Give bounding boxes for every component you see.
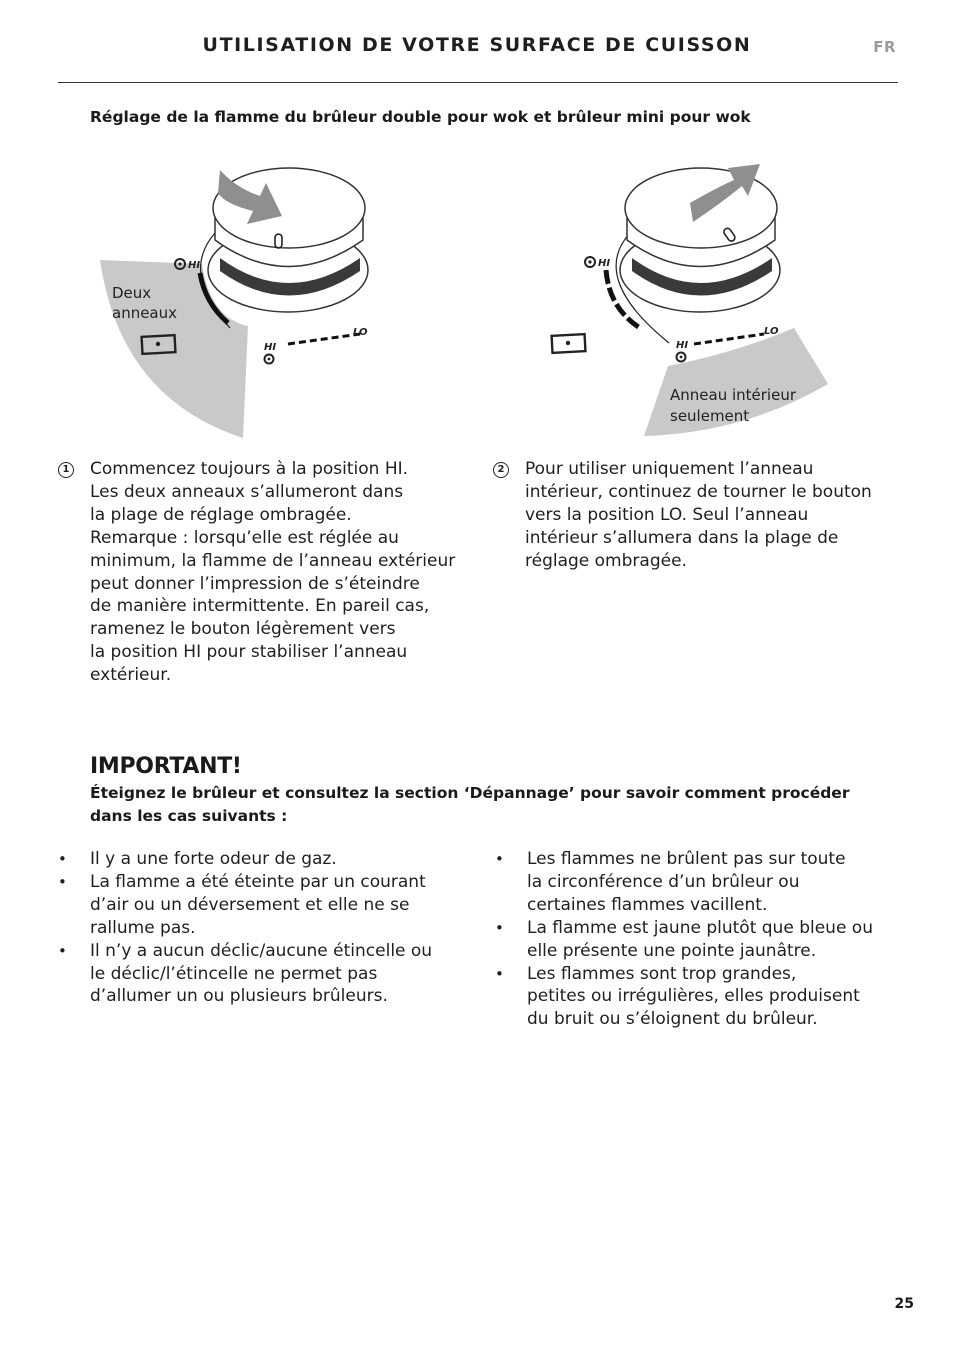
page-header-title: UTILISATION DE VOTRE SURFACE DE CUISSON	[202, 34, 752, 56]
step-2-text	[525, 458, 872, 573]
text-line: Pour utiliser uniquement l’anneau	[525, 459, 814, 479]
shade-label-line-1: Anneau intérieur	[670, 386, 796, 404]
text-line: Il n’y a aucun déclic/aucune étincelle ou	[90, 940, 433, 961]
text-line: Les flammes sont trop grandes,	[527, 963, 797, 984]
text-line: rallume pas.	[90, 917, 196, 938]
shade-label-line-2: anneaux	[112, 304, 178, 322]
list-item	[495, 963, 915, 1032]
text-line: minimum, la flamme de l’anneau extérieur	[90, 550, 456, 571]
hi-label-bottom: HI	[264, 342, 277, 353]
dial-dashes	[288, 334, 360, 344]
text-line: Il y a une forte odeur de gaz.	[90, 849, 337, 869]
important-subtitle	[90, 782, 849, 827]
text-line: réglage ombragée.	[525, 550, 687, 571]
bullet-icon: •	[58, 941, 67, 960]
step-number-badge: 2	[493, 462, 509, 478]
two-ring-symbol-dot-top	[588, 260, 591, 263]
bullet-icon: •	[495, 964, 504, 983]
text-line: peut donner l’impression de s’éteindre	[90, 573, 420, 594]
text-line: d’air ou un déversement et elle ne se	[90, 894, 410, 915]
text-line: dans les cas suivants :	[90, 806, 288, 825]
list-item	[495, 917, 915, 963]
two-ring-symbol-dot-top	[178, 262, 181, 265]
text-line: Les flammes ne brûlent pas sur toute	[527, 849, 846, 869]
text-line: du bruit ou s’éloignent du brûleur.	[527, 1009, 818, 1030]
text-line: la plage de réglage ombragée.	[90, 504, 352, 525]
figure-right-knob	[494, 148, 934, 448]
text-line: certaines flammes vacillent.	[527, 894, 768, 915]
bullet-icon: •	[58, 850, 67, 868]
list-item	[495, 848, 915, 917]
list-item	[58, 848, 478, 871]
hi-label-top: HI	[598, 258, 611, 269]
shade-label-line-1: Deux	[112, 284, 152, 302]
text-line: Commencez toujours à la position HI.	[90, 459, 409, 479]
text-line: vers la position LO. Seul l’anneau	[525, 504, 809, 525]
text-line: ramenez le bouton légèrement vers	[90, 619, 396, 640]
knob-diagram-left	[60, 148, 500, 448]
list-item	[58, 940, 478, 1009]
text-line: le déclic/l’étincelle ne permet pas	[90, 963, 378, 984]
text-line: Remarque : lorsqu’elle est réglée au	[90, 527, 399, 548]
text-line: elle présente une pointe jaunâtre.	[527, 940, 817, 961]
step-number-badge: 1	[58, 462, 74, 478]
section-heading: Réglage de la flamme du brûleur double pour wok et brûleur mini pour wok	[90, 108, 751, 126]
text-line: la circonférence d’un brûleur ou	[527, 871, 800, 892]
text-line: Les deux anneaux s’allumeront dans	[90, 481, 404, 502]
language-tag: FR	[873, 38, 896, 56]
lo-label: LO	[764, 326, 779, 337]
knob-diagram-right	[494, 148, 934, 448]
text-line: Éteignez le brûleur et consultez la section ‘Dépannage’ pour savoir comment procéder	[90, 784, 850, 802]
important-heading: IMPORTANT!	[90, 754, 242, 779]
bullet-list-right	[495, 848, 915, 1031]
header-divider	[58, 82, 898, 83]
text-line: extérieur.	[90, 665, 172, 686]
dial-dashes	[694, 334, 764, 344]
step-1-text	[90, 458, 455, 687]
simmer-symbol-dot	[566, 341, 570, 345]
list-item	[58, 871, 478, 940]
bullet-icon: •	[495, 850, 504, 868]
text-line: d’allumer un ou plusieurs brûleurs.	[90, 986, 388, 1007]
text-line: La flamme est jaune plutôt que bleue ou	[527, 917, 873, 938]
page-number: 25	[894, 1296, 914, 1312]
text-line: de manière intermittente. En pareil cas,	[90, 596, 430, 617]
text-line: intérieur, continuez de tourner le bouton	[525, 481, 872, 502]
text-line: petites ou irrégulières, elles produisent	[527, 986, 860, 1007]
text-line: intérieur s’allumera dans la plage de	[525, 527, 839, 548]
lo-label: LO	[353, 327, 368, 338]
text-line: La flamme a été éteinte par un courant	[90, 871, 426, 892]
bullet-icon: •	[495, 918, 504, 937]
shade-label-line-2: seulement	[670, 407, 750, 425]
two-ring-symbol-dot-bottom	[680, 356, 683, 359]
hi-label-bottom: HI	[676, 340, 689, 351]
two-ring-symbol-dot-bottom	[268, 358, 271, 361]
knob-top	[213, 168, 365, 248]
bullet-list-left	[58, 848, 478, 1008]
hi-label-top: HI	[188, 260, 201, 271]
bullet-icon: •	[58, 872, 67, 891]
text-line: la position HI pour stabiliser l’anneau	[90, 642, 408, 663]
simmer-symbol-dot	[156, 342, 160, 346]
figure-left-knob	[60, 148, 500, 448]
